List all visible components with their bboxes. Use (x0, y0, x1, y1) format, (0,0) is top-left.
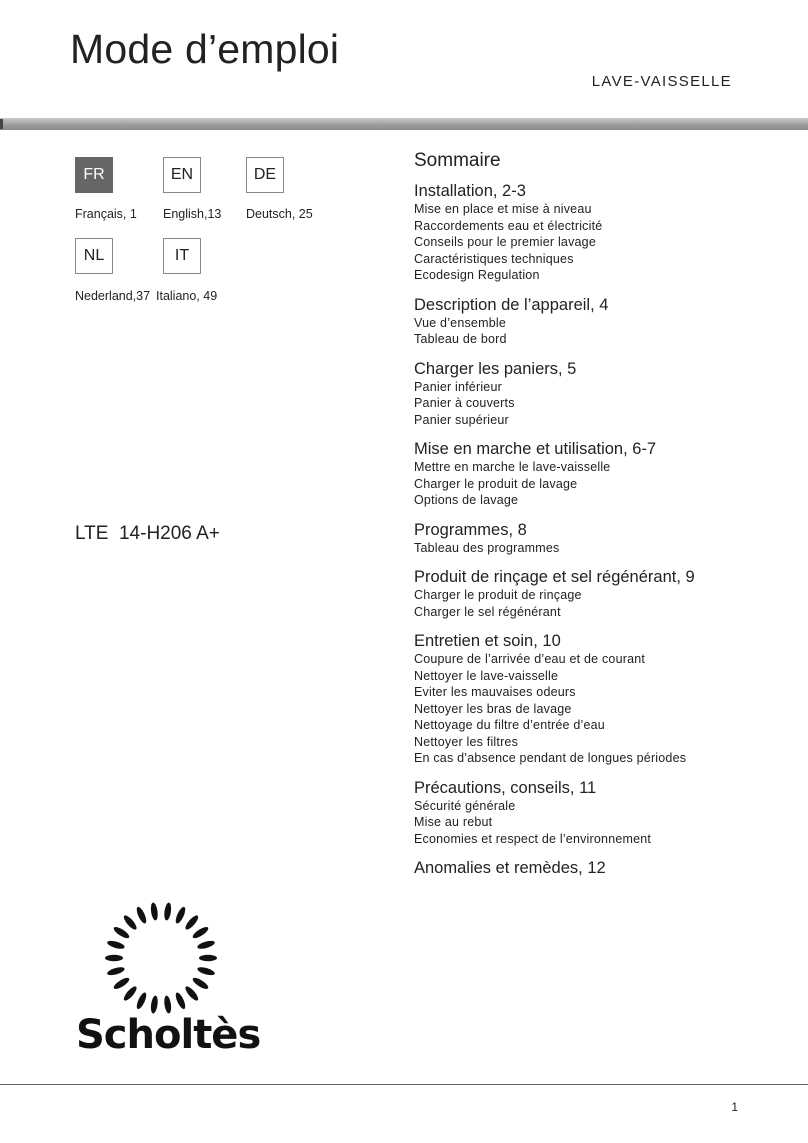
sun-ray (191, 976, 210, 991)
toc-section (414, 182, 794, 284)
toc-section-item[interactable]: Panier supérieur (414, 412, 509, 427)
lang-button-it[interactable]: IT (163, 238, 201, 274)
header-band (0, 118, 808, 130)
toc-section (414, 568, 794, 620)
toc-section-title[interactable]: Produit de rinçage et sel régénérant, 9 (414, 568, 695, 586)
footer-divider (0, 1084, 808, 1085)
sun-ray (135, 991, 148, 1010)
page-number: 1 (731, 1100, 738, 1114)
sun-ray (197, 966, 216, 977)
lang-button-nl[interactable]: NL (75, 238, 113, 274)
toc-section-title[interactable]: Mise en marche et utilisation, 6-7 (414, 440, 657, 458)
toc-section-item[interactable]: Charger le produit de rinçage (414, 588, 582, 602)
toc-section-item[interactable]: Sécurité générale (414, 798, 516, 813)
toc-title: Sommaire (414, 150, 501, 171)
sun-ray (183, 985, 200, 1003)
sun-ray (150, 902, 159, 921)
toc-section (414, 360, 794, 429)
toc-section (414, 779, 794, 848)
lang-label-it[interactable]: Italiano, 49 (156, 289, 218, 303)
toc-sections (414, 182, 794, 878)
sun-ray (112, 925, 131, 940)
toc-section-item[interactable]: Mettre en marche le lave-vaisselle (414, 460, 611, 474)
lang-label-en[interactable]: English,13 (163, 207, 222, 221)
toc-section-item[interactable]: Nettoyage du filtre d’entrée d’eau (414, 718, 605, 732)
sun-ray (122, 914, 139, 932)
toc-section-title[interactable]: Anomalies et remèdes, 12 (414, 859, 606, 877)
toc-section-item[interactable]: Vue d’ensemble (414, 315, 506, 330)
toc-section-item[interactable]: Economies et respect de l’environnement (414, 831, 652, 846)
toc-section-item[interactable]: En cas d’absence pendant de longues périodes (414, 751, 687, 765)
toc-section-item[interactable]: Panier inférieur (414, 379, 502, 394)
toc-section-title[interactable]: Programmes, 8 (414, 520, 527, 539)
brand-name: Scholtès (76, 1012, 261, 1058)
toc-section (414, 521, 794, 557)
lang-label-nl[interactable]: Nederland,37 (75, 289, 151, 303)
page-title: Mode d’emploi (70, 26, 340, 72)
toc-section-item[interactable]: Tableau de bord (414, 332, 507, 346)
toc-section-title[interactable]: Description de l’appareil, 4 (414, 295, 609, 314)
header-band-edge (0, 119, 3, 129)
sun-ray (174, 991, 187, 1010)
lang-button-de[interactable]: DE (246, 157, 284, 193)
toc-section-item[interactable]: Eviter les mauvaises odeurs (414, 685, 576, 699)
toc-section-item[interactable]: Charger le produit de lavage (414, 476, 578, 491)
toc-section (414, 859, 794, 878)
toc-section-item[interactable]: Raccordements eau et électricité (414, 218, 603, 233)
toc-section-item[interactable]: Caractéristiques techniques (414, 251, 574, 266)
toc-section-item[interactable]: Ecodesign Regulation (414, 268, 540, 282)
sun-ray (122, 985, 139, 1003)
sun-ray (197, 939, 216, 950)
sun-ray (191, 925, 210, 940)
toc-section-item[interactable]: Charger le sel régénérant (414, 604, 561, 619)
product-category: LAVE-VAISSELLE (591, 73, 732, 90)
sun-ray (135, 906, 148, 925)
toc-section-item[interactable]: Coupure de l’arrivée d’eau et de courant (414, 652, 646, 666)
sun-ray (174, 906, 187, 925)
toc-section-item[interactable]: Nettoyer les filtres (414, 734, 519, 749)
sun-ray (106, 939, 125, 950)
toc-section-item[interactable]: Tableau des programmes (414, 540, 560, 555)
model-number: LTE 14-H206 A+ (75, 523, 220, 544)
lang-label-de[interactable]: Deutsch, 25 (246, 207, 313, 221)
lang-button-fr[interactable]: FR (75, 157, 113, 193)
toc-section-item[interactable]: Nettoyer le lave-vaisselle (414, 668, 559, 683)
sun-ray (112, 976, 131, 991)
sun-ray (106, 966, 125, 977)
toc-section (414, 296, 794, 348)
toc-section-item[interactable]: Panier à couverts (414, 396, 515, 410)
toc-section-item[interactable]: Options de lavage (414, 493, 519, 507)
toc-section (414, 632, 794, 767)
toc-section-title[interactable]: Charger les paniers, 5 (414, 359, 577, 378)
toc-section-item[interactable]: Mise au rebut (414, 815, 493, 829)
toc-section-item[interactable]: Mise en place et mise à niveau (414, 202, 592, 216)
lang-label-fr[interactable]: Français, 1 (75, 207, 137, 221)
toc-section (414, 440, 794, 509)
toc-section-title[interactable]: Précautions, conseils, 11 (414, 778, 597, 797)
sun-ray (183, 914, 200, 932)
table-of-contents (414, 150, 794, 890)
toc-section-title[interactable]: Entretien et soin, 10 (414, 632, 561, 650)
toc-section-item[interactable]: Nettoyer les bras de lavage (414, 701, 572, 716)
sun-ray (105, 955, 123, 961)
sun-ray (199, 955, 217, 961)
toc-section-title[interactable]: Installation, 2-3 (414, 182, 526, 200)
lang-button-en[interactable]: EN (163, 157, 201, 193)
toc-section-item[interactable]: Conseils pour le premier lavage (414, 235, 596, 249)
sun-ray (163, 902, 172, 921)
